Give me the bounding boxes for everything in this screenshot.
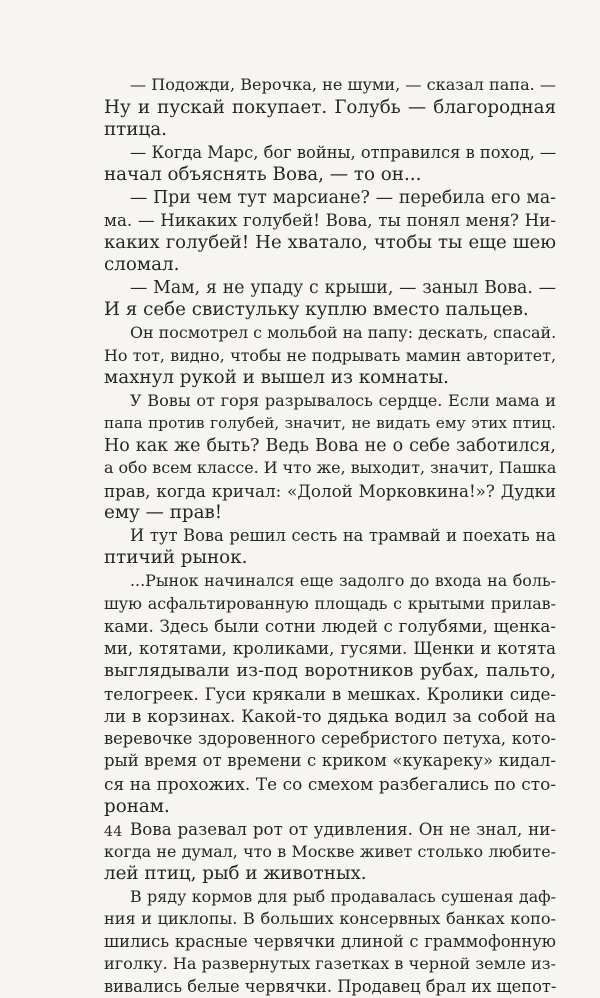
text-line: прав, когда кричал: «Долой Морковкина!»? Дудки [104, 480, 556, 501]
text-line: — Когда Марс, бог войны, отправился в поход, — [130, 142, 557, 162]
text-line: — Мам, я не упаду с крыши, — заныл Вова. — [130, 277, 556, 298]
text-line: шились красные червячки длиной с граммофонную [104, 931, 556, 951]
text-line: В ряду кормов для рыб продавалась сушеная даф- [130, 886, 556, 906]
text-line: Но тот, видно, чтобы не подрывать мамин авторитет, [104, 345, 556, 365]
text-line: Он посмотрел с мольбой на папу: дескать, спасай. [130, 323, 557, 343]
text-line: птица. [104, 119, 167, 141]
text-line: телогреек. Гуси крякали в мешках. Кролики сиде- [104, 683, 556, 704]
text-line: ...Рынок начинался еще задолго до входа на боль- [130, 571, 556, 591]
text-line: вивались белые червячки. Продавец брал их щепот- [104, 976, 557, 996]
text-line: веревочке здоровенного серебристого петуха, кото- [104, 728, 556, 748]
text-line: ронам. [104, 795, 170, 817]
text-line: иголку. На развернутых газетках в черной земле из- [104, 954, 556, 974]
text-line: ми, котятами, кроликами, гусями. Щенки и котята [104, 638, 556, 658]
text-line: Ну и пускай покупает. Голубь — благородная [104, 96, 556, 118]
text-line: Вова разевал рот от удивления. Он не знал, ни- [130, 819, 556, 840]
text-line: ния и циклопы. В больших консервных банках копо- [104, 909, 556, 929]
text-line: выглядывали из-под воротников рубах, пальто, [104, 660, 556, 682]
text-line: шую асфальтированную площадь с крытыми прилав- [104, 593, 556, 613]
body-text [104, 74, 556, 998]
text-line: рый время от времени с криком «кукареку» кидал- [104, 751, 556, 771]
page-number: 44 [104, 824, 123, 840]
text-line: — При чем тут марсиане? — перебила его ма- [130, 187, 556, 208]
text-line: ками. Здесь были сотни людей с голубями, щенка- [104, 616, 556, 637]
text-line: сломал. [104, 254, 180, 276]
text-line: И тут Вова решил сесть на трамвай и поехать на [130, 525, 556, 545]
text-line: ли в корзинах. Какой-то дядька водил за собой на [104, 706, 556, 727]
text-line: лей птиц, рыб и животных. [104, 863, 367, 885]
text-line: ся на прохожих. Те со смехом разбегались по сто- [104, 773, 556, 794]
text-line: а обо всем классе. И что же, выходит, значит, Пашка [104, 458, 557, 478]
text-line: птичий рынок. [104, 547, 248, 569]
text-line: И я себе свистульку куплю вместо пальцев. [104, 299, 529, 321]
text-line: ему — прав! [104, 502, 223, 524]
text-line: Но как же быть? Ведь Вова не о себе заботился, [104, 435, 556, 456]
text-line: У Вовы от горя разрывалось сердце. Если мама и [130, 390, 556, 410]
text-line: когда не думал, что в Москве живет столько любите- [104, 841, 556, 861]
text-line: махнул рукой и вышел из комнаты. [104, 367, 449, 389]
text-line: папа против голубей, значит, не видать ему этих птиц. [104, 414, 556, 433]
text-line: начал объяснять Вова, — то он... [104, 164, 422, 186]
text-line: каких голубей! Не хватало, чтобы ты еще шею [104, 231, 556, 253]
text-line: ма. — Никаких голубей! Вова, ты понял меня? Ни- [104, 210, 556, 231]
text-line: — Подожди, Верочка, не шуми, — сказал папа. — [130, 75, 556, 94]
